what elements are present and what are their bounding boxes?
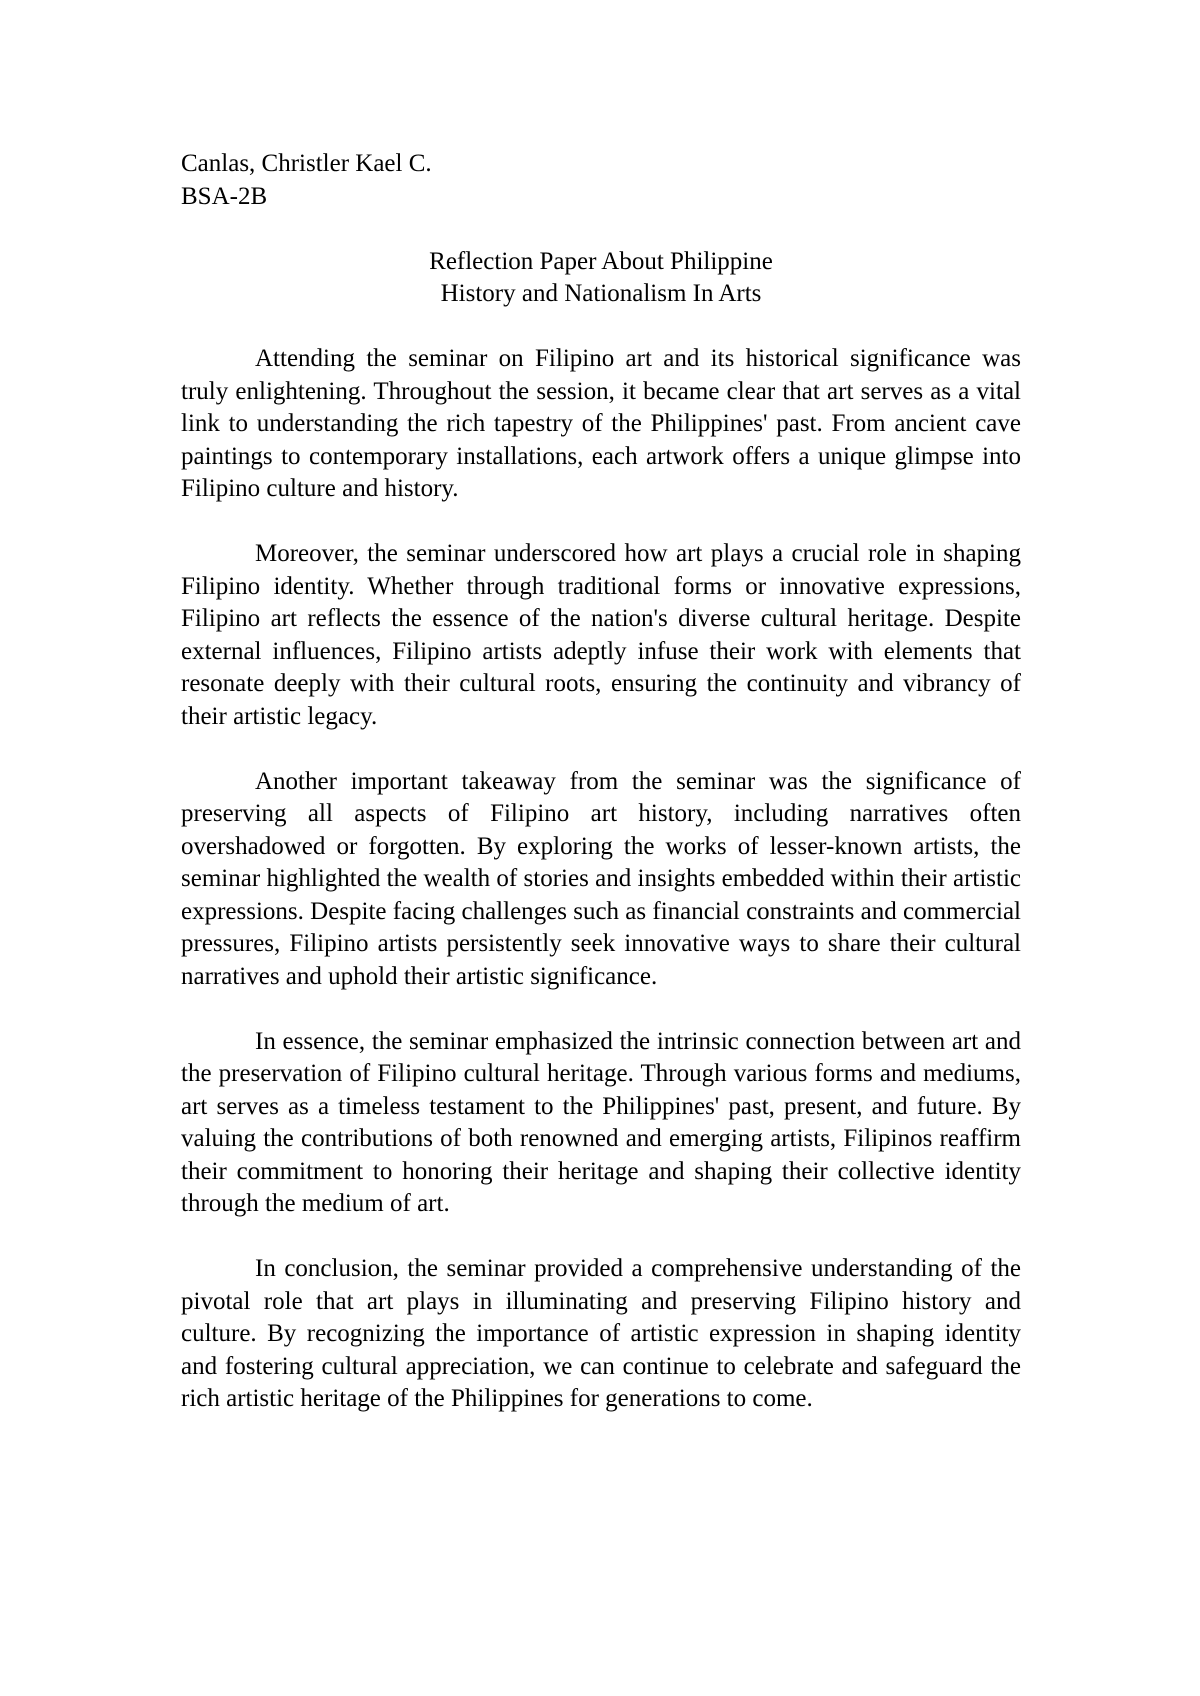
paragraph-5: In conclusion, the seminar provided a comprehensive understanding of the pivotal role that art plays in illuminating and preserving Filipino history and culture. By recognizing the importance of artistic expression in shaping identity and fostering cultural appreciation, we can continue to celebrate and safeguard the rich artistic heritage of the Philippines for generations to come. bbox=[181, 1255, 1021, 1412]
paragraph-3: Another important takeaway from the seminar was the significance of preserving all aspects of Filipino art history, including narratives often overshadowed or forgotten. By exploring the works of lesser-known artists, the seminar highlighted the wealth of stories and insights embedded within their artistic expressions. Despite facing challenges such as financial constraints and commercial pressures, Filipino artists persistently seek innovative ways to share their cultural narratives and uphold their artistic significance. bbox=[181, 767, 1021, 990]
author-name: Canlas, Christler Kael C. bbox=[181, 150, 432, 177]
paragraph-4: In essence, the seminar emphasized the intrinsic connection between art and the preservation of Filipino cultural heritage. Through various forms and mediums, art serves as a timeless testament to the Philippines' past, present, and future. By valuing the contributions of both renowned and emerging artists, Filipinos reaffirm their commitment to honoring their heritage and shaping their collective identity through the medium of art. bbox=[181, 1027, 1021, 1217]
paragraph-1: Attending the seminar on Filipino art and its historical significance was truly enlightening. Throughout the session, it became clear that art serves as a vital link to understanding the rich tapestry of the Philippines' past. From ancient cave paintings to contemporary installations, each artwork offers a unique glimpse into Filipino culture and history. bbox=[181, 345, 1021, 502]
paragraph-2: Moreover, the seminar underscored how art plays a crucial role in shaping Filipino identity. Whether through traditional forms or innovative expressions, Filipino art reflects the essence of the nation's diverse cultural heritage. Despite external influences, Filipino artists adeptly infuse their work with elements that resonate deeply with their cultural roots, ensuring the continuity and vibrancy of their artistic legacy. bbox=[181, 540, 1021, 730]
author-section: BSA-2B bbox=[181, 182, 268, 210]
paper-title bbox=[181, 246, 1021, 311]
document-body bbox=[181, 148, 1021, 1416]
paper-title-line-2: History and Nationalism In Arts bbox=[440, 280, 762, 307]
paper-title-line-1: Reflection Paper About Philippine bbox=[429, 247, 773, 275]
